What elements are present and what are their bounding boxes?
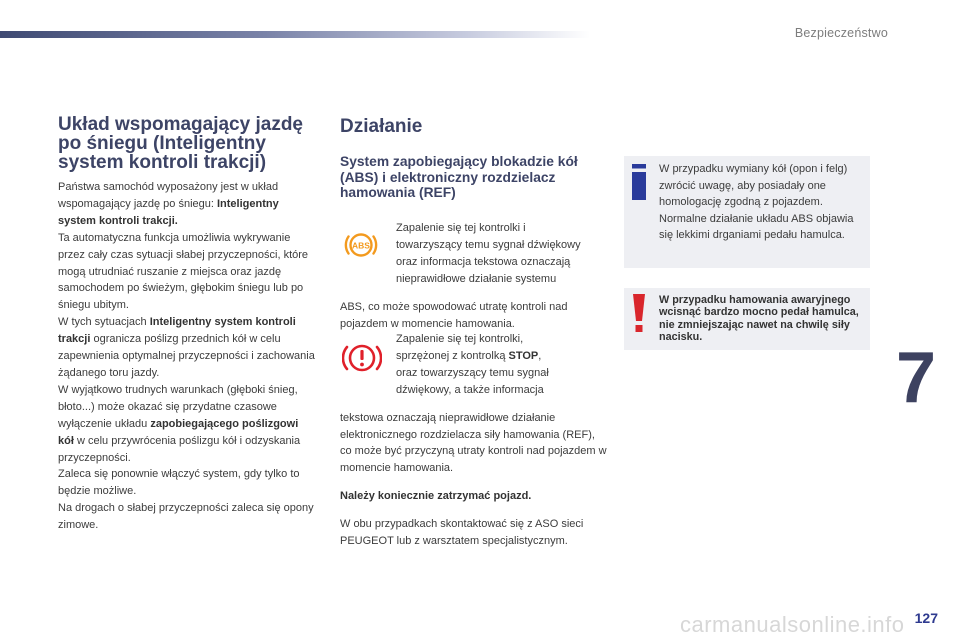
paragraph: [58, 382, 316, 467]
text-line: towarzyszący temu sygnał dźwiękowy: [396, 238, 581, 251]
abs-description: [340, 220, 608, 343]
bold-text: zapobiegającego poślizgowi kół: [58, 417, 299, 447]
paragraph: [58, 314, 316, 382]
subsection-heading: System zapobiegający blokadzie kół (ABS) i elektroniczny rozdzielacz hamowania (REF): [340, 154, 578, 200]
text: W wyjątkowo trudnych warunkach (głęboki śnieg, błoto...) może okazać się przydatne czasowe wyłączenie układu: [58, 383, 298, 430]
text-line: [340, 348, 608, 365]
text-line: dźwiękowy, a także informacja: [396, 383, 544, 396]
text: W tych sytuacjach: [58, 316, 150, 329]
paragraph: [340, 488, 608, 505]
bold-text: Inteligentny system kontroli trakcji: [58, 316, 296, 346]
text: Państwa samochód wyposażony jest w układ wspomagający jazdę po śniegu:: [58, 181, 279, 210]
paragraph-intro: [58, 179, 316, 230]
paragraph: W obu przypadkach skontaktować się z ASO sieci PEUGEOT lub z warsztatem specjalistycznym.: [340, 518, 584, 548]
text-line: nieprawidłowe działanie systemu: [396, 272, 557, 285]
brake-description: [340, 331, 608, 561]
paragraph: Zaleca się ponownie włączyć system, gdy tylko to będzie możliwe.: [58, 468, 300, 498]
text-line: oraz informacja tekstowa oznaczają: [396, 255, 571, 268]
paragraph: Normalne działanie układu ABS objawia się lekkimi drganiami pedału hamulca.: [659, 212, 854, 242]
warning-note-text: W przypadku hamowania awaryjnego wcisnąć bardzo mocno pedał hamulca, nie zmniejszając nawet na chwilę siły nacisku.: [659, 294, 859, 343]
chapter-number: 7: [896, 338, 937, 418]
paragraph: ABS, co może spowodować utratę kontroli nad pojazdem w momencie hamowania.: [340, 300, 568, 330]
left-column-title: Układ wspomagający jazdę po śniegu (Inteligentny system kontroli trakcji): [58, 114, 303, 173]
info-icon: [632, 164, 646, 200]
paragraph: Na drogach o słabej przyczepności zaleca się opony zimowe.: [58, 502, 314, 532]
bold-text: Inteligentny system kontroli trakcji.: [58, 197, 279, 227]
page-number: 127: [914, 610, 938, 626]
text: sprzężonej z kontrolką: [396, 349, 509, 362]
text-line: Zapalenie się tej kontrolki i: [396, 222, 526, 234]
text: ,: [538, 349, 542, 362]
text: w celu przywrócenia poślizgu kół i odzyskania przyczepności.: [58, 434, 301, 464]
paragraph: Ta automatyczna funkcja umożliwia wykrywanie przez cały czas sytuacji słabej przyczepności, które mogą utrudniać ruszanie z miejsca oraz jazdę samochodem po świeżym, głębokim śniegu lub po śniegu ubitym.: [58, 231, 309, 312]
bold-text: Należy koniecznie zatrzymać pojazd.: [340, 490, 532, 503]
paragraph: tekstowa oznaczają nieprawidłowe działanie elektronicznego rozdzielacza siły hamowania (REF), co może być przyczyną utraty kontroli nad pojazdem w momencie hamowania.: [340, 411, 607, 475]
exclamation-icon: [632, 294, 646, 334]
text-line: Zapalenie się tej kontrolki,: [396, 333, 524, 345]
info-note-box: [624, 156, 870, 268]
paragraph: W przypadku wymiany kół (opon i felg) zwrócić uwagę, aby posiadały one homologację zgodną z pojazdem.: [659, 163, 848, 209]
watermark: carmanualsonline.info: [680, 612, 905, 637]
section-heading: Działanie: [340, 116, 423, 137]
bold-text: STOP: [508, 349, 539, 362]
header-gradient-bar: [0, 31, 590, 38]
section-title: Bezpieczeństwo: [794, 26, 888, 40]
abs-icon-label: ABS: [352, 240, 370, 251]
text-line: oraz towarzyszący temu sygnał: [396, 366, 549, 379]
warning-note-box: [624, 288, 870, 350]
left-column-body: [58, 179, 316, 534]
info-note-text: [659, 161, 864, 244]
text: ogranicza poślizg przednich kół w celu zapewnienia optymalnej przyczepności i zachowania żądanego toru jazdy.: [58, 333, 315, 379]
